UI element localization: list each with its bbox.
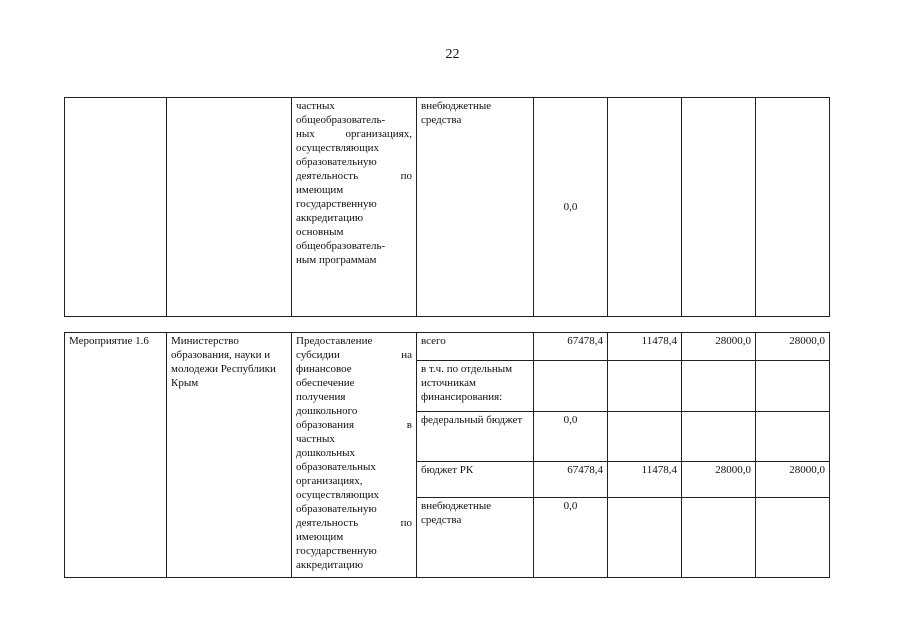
source-label: бюджет РК bbox=[421, 464, 474, 476]
value: 67478,4 bbox=[567, 335, 603, 347]
value: 67478,4 bbox=[567, 464, 603, 476]
description-line: деятельность по bbox=[296, 517, 412, 529]
value-cell bbox=[682, 333, 756, 361]
value-cell bbox=[608, 462, 682, 498]
description-line: образовательную bbox=[296, 156, 377, 168]
table-row bbox=[65, 98, 830, 317]
description-line: деятельность по bbox=[296, 170, 412, 182]
value-cell bbox=[682, 98, 756, 317]
value-cell bbox=[608, 361, 682, 412]
value-cell bbox=[534, 361, 608, 412]
executor-label: Министерство образования, науки и молодежи Республики Крым bbox=[171, 335, 276, 389]
value: 28000,0 bbox=[715, 335, 751, 347]
description-line: государственную bbox=[296, 198, 377, 210]
program-table-continuation bbox=[64, 97, 830, 317]
value-cell bbox=[682, 361, 756, 412]
description-line: частных bbox=[296, 433, 335, 445]
description-line: образовательных bbox=[296, 461, 376, 473]
value-cell bbox=[608, 333, 682, 361]
value-cell bbox=[608, 98, 682, 317]
source-label: в т.ч. по отдельным источникам финансирования: bbox=[421, 363, 513, 403]
table-row bbox=[65, 333, 830, 361]
description-line: обеспечение bbox=[296, 377, 355, 389]
description-line: дошкольных bbox=[296, 447, 355, 459]
source-cell bbox=[417, 333, 534, 361]
page-number: 22 bbox=[445, 47, 460, 62]
value: 0,0 bbox=[563, 414, 578, 426]
value: 28000,0 bbox=[715, 464, 751, 476]
description-line: дошкольного bbox=[296, 405, 358, 417]
executor-cell bbox=[167, 98, 292, 317]
description-line: Предоставление bbox=[296, 335, 373, 347]
value-cell bbox=[608, 412, 682, 462]
description-line: образовательную bbox=[296, 503, 377, 515]
description-line: аккредитацию bbox=[296, 559, 364, 571]
value: 11478,4 bbox=[641, 335, 677, 347]
value-cell bbox=[756, 333, 830, 361]
value-cell bbox=[534, 333, 608, 361]
value-cell bbox=[534, 462, 608, 498]
source-label: внебюджетные средства bbox=[421, 100, 492, 126]
description-line: субсидии на bbox=[296, 349, 412, 361]
event-label: Мероприятие 1.6 bbox=[69, 335, 149, 347]
source-cell bbox=[417, 361, 534, 412]
value-cell bbox=[682, 462, 756, 498]
source-label: внебюджетные средства bbox=[421, 500, 492, 526]
executor-cell bbox=[167, 333, 292, 578]
value-cell bbox=[608, 498, 682, 578]
description-line: имеющим bbox=[296, 184, 344, 196]
value-cell bbox=[682, 412, 756, 462]
value-cell bbox=[756, 412, 830, 462]
source-cell bbox=[417, 412, 534, 462]
description-cell bbox=[292, 333, 417, 578]
description-line: получения bbox=[296, 391, 346, 403]
description-line: общеобразователь- bbox=[296, 240, 386, 252]
value: 0,0 bbox=[563, 201, 578, 213]
value-cell bbox=[756, 498, 830, 578]
value-cell bbox=[756, 361, 830, 412]
value-cell bbox=[534, 98, 608, 317]
description-line: государственную bbox=[296, 545, 377, 557]
value-cell bbox=[756, 462, 830, 498]
description-cell bbox=[292, 98, 417, 317]
description-line: организациях, bbox=[296, 475, 363, 487]
description-line: основным bbox=[296, 226, 344, 238]
value: 0,0 bbox=[563, 500, 578, 512]
description-line: ным программам bbox=[296, 254, 377, 266]
value-cell bbox=[534, 498, 608, 578]
value: 11478,4 bbox=[641, 464, 677, 476]
description-line: частных bbox=[296, 100, 335, 112]
value-cell bbox=[756, 98, 830, 317]
source-cell bbox=[417, 98, 534, 317]
value-cell bbox=[534, 412, 608, 462]
description-line: образования в bbox=[296, 419, 412, 431]
source-cell bbox=[417, 498, 534, 578]
event-cell bbox=[65, 333, 167, 578]
description-line: финансовое bbox=[296, 363, 352, 375]
description-line: осуществляющих bbox=[296, 489, 379, 501]
description-line: ных организациях, bbox=[296, 128, 412, 140]
value: 28000,0 bbox=[789, 464, 825, 476]
description-line: имеющим bbox=[296, 531, 344, 543]
value: 28000,0 bbox=[789, 335, 825, 347]
description-line: осуществляющих bbox=[296, 142, 379, 154]
event-cell bbox=[65, 98, 167, 317]
event-1-6-table bbox=[64, 332, 830, 578]
source-cell bbox=[417, 462, 534, 498]
description-line: аккредитацию bbox=[296, 212, 364, 224]
source-label: всего bbox=[421, 335, 446, 347]
source-label: федеральный бюджет bbox=[421, 414, 523, 426]
description-line: общеобразователь- bbox=[296, 114, 386, 126]
value-cell bbox=[682, 498, 756, 578]
